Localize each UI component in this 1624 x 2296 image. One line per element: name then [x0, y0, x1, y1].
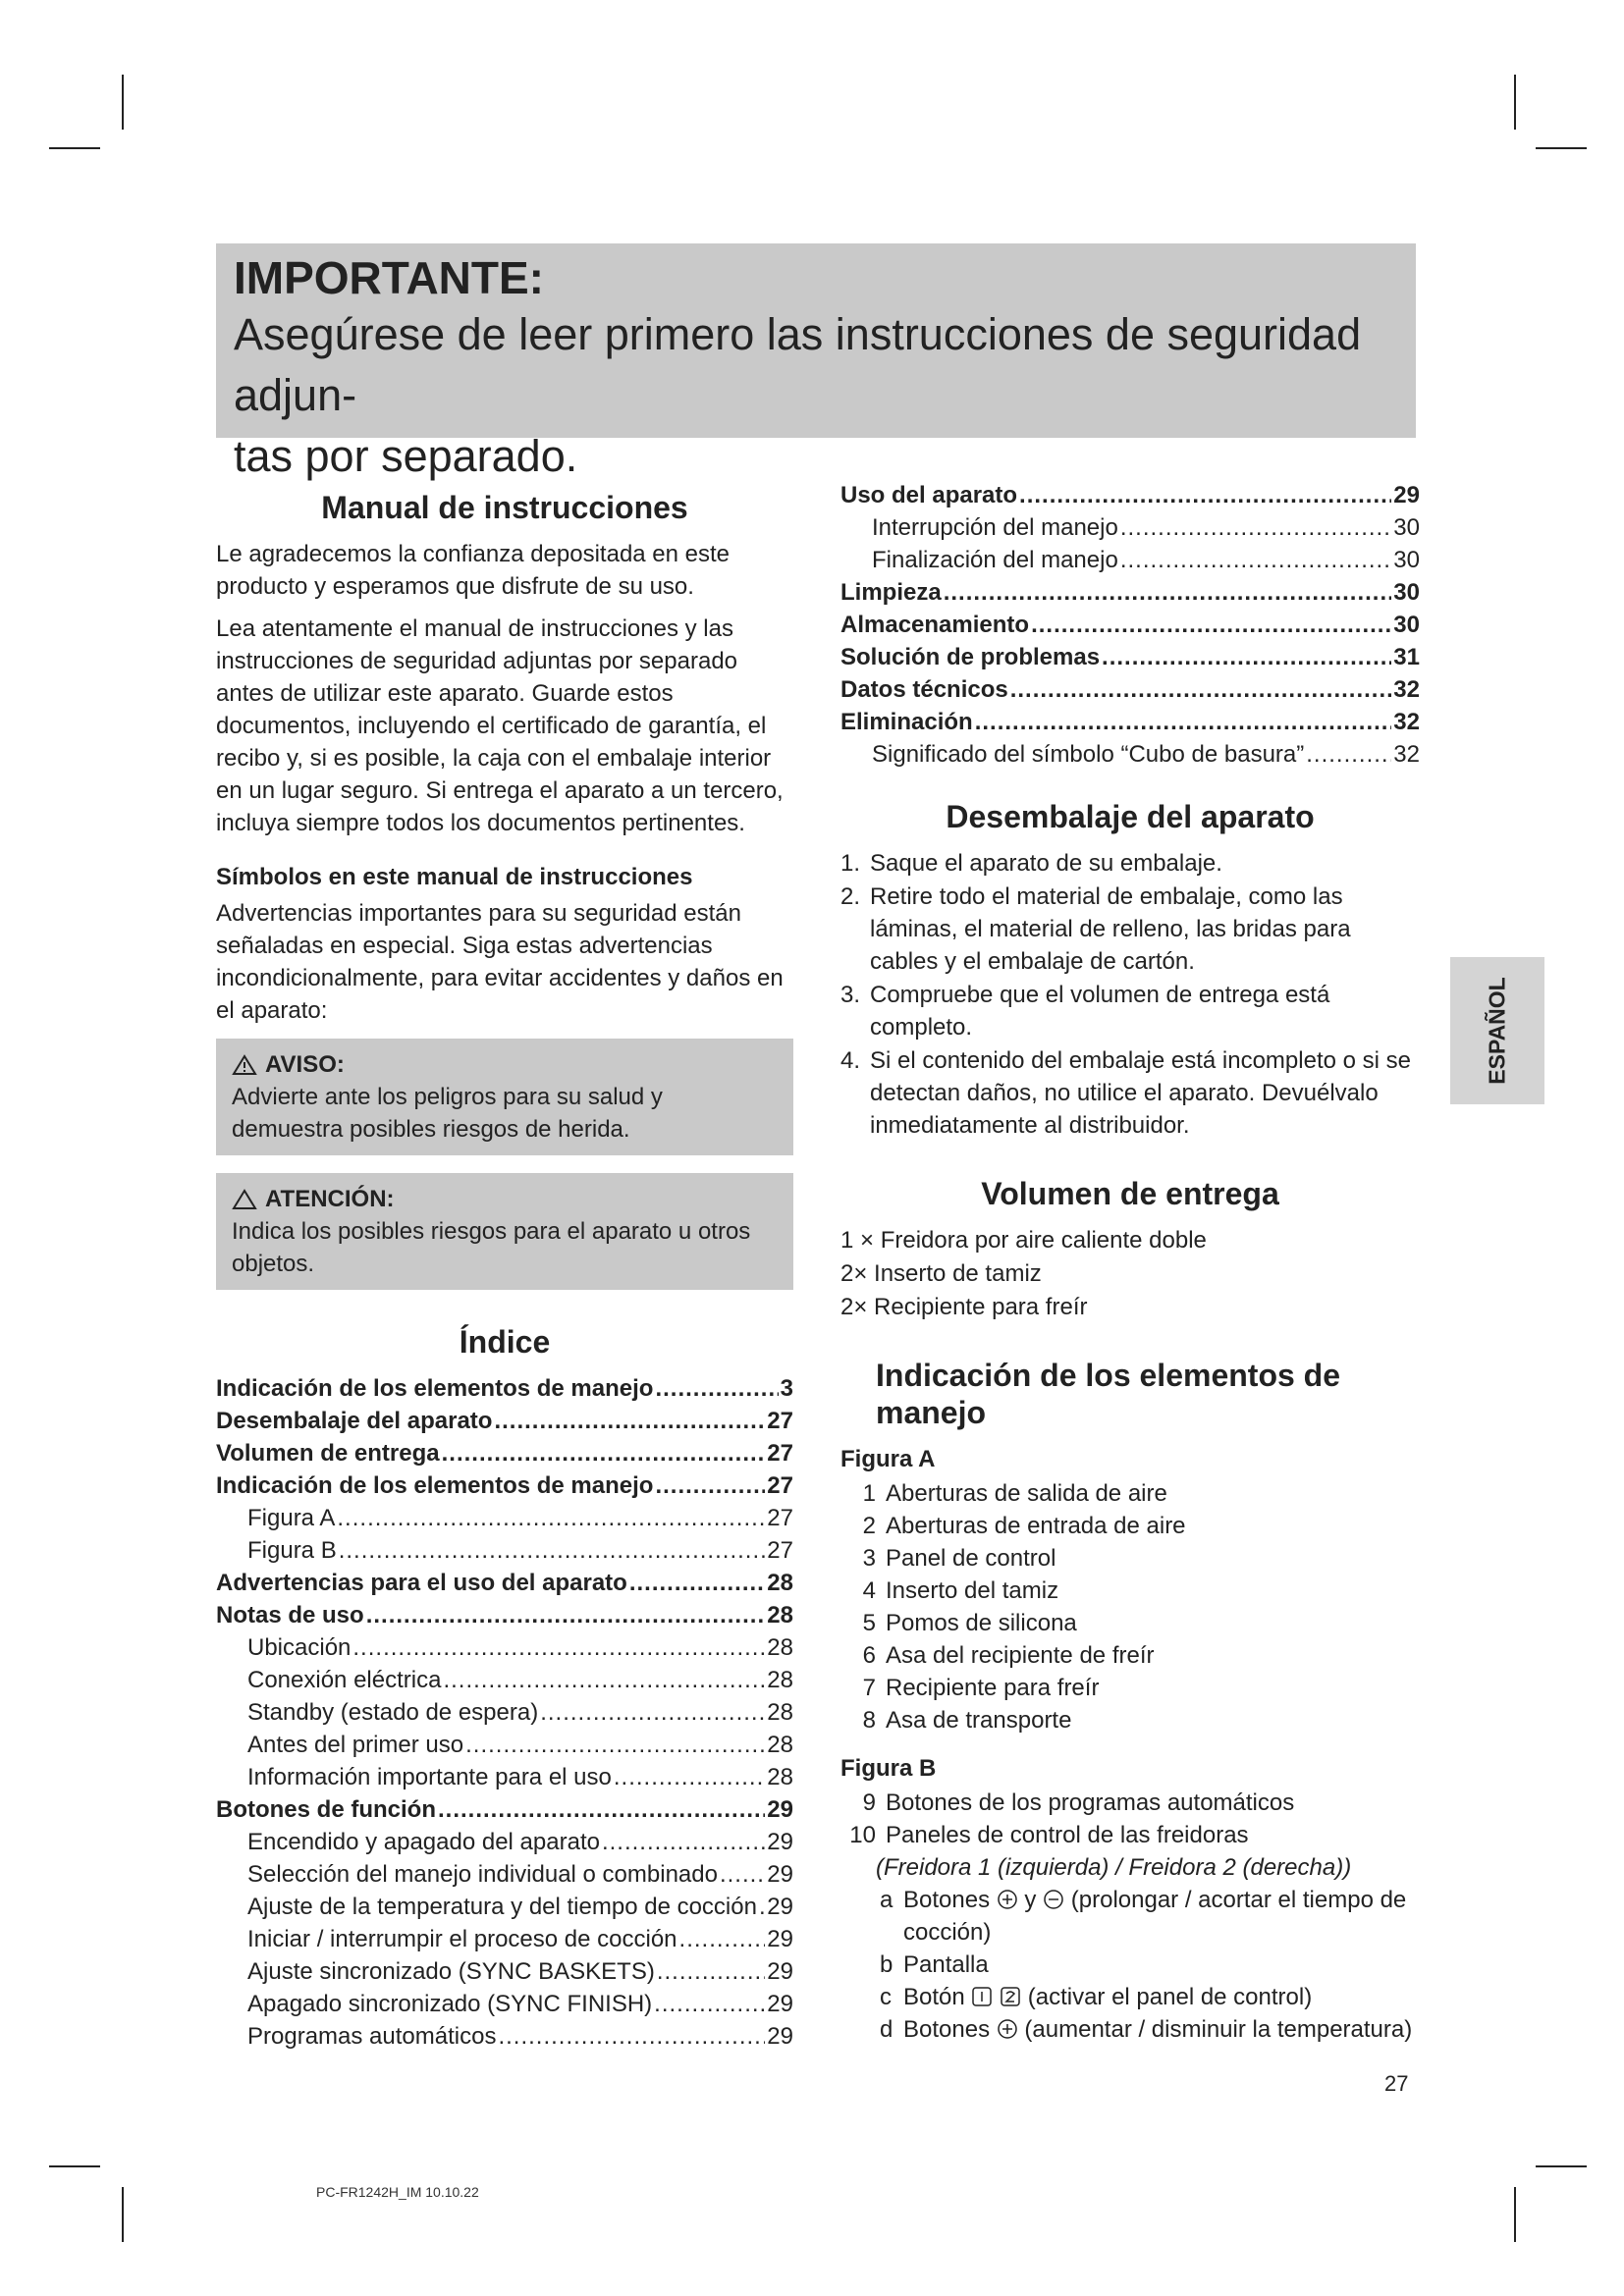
toc-entry-label: Advertencias para el uso del aparato — [216, 1570, 627, 1596]
toc-leader-dots — [655, 1469, 765, 1502]
toc-leader-dots — [1019, 479, 1391, 511]
figure-a-item — [840, 1607, 1420, 1639]
toc-entry — [216, 1405, 793, 1437]
crop-mark — [49, 2165, 100, 2167]
step-number: 3. — [840, 982, 861, 1008]
toc-leader-dots — [655, 1372, 778, 1405]
toc-entry-label: Uso del aparato — [840, 482, 1018, 508]
aviso-title: AVISO: — [265, 1051, 345, 1078]
toc-entry — [840, 576, 1420, 609]
step-text: Saque el aparato de su embalaje. — [870, 850, 1222, 877]
sub-a-label: Botones — [903, 1887, 991, 1913]
toc-leader-dots — [657, 1955, 765, 1988]
unpacking-step — [840, 881, 1420, 978]
plus-button-icon — [997, 1889, 1018, 1910]
figure-a-item-text: Pomos de silicona — [886, 1610, 1077, 1636]
toc-entry-page: 28 — [767, 1634, 793, 1661]
figure-a-item-text: Asa de transporte — [886, 1707, 1072, 1734]
toc-leader-dots — [1010, 673, 1392, 706]
right-column — [840, 479, 1420, 2046]
toc-leader-dots — [720, 1858, 765, 1891]
atencion-box — [216, 1173, 793, 1290]
toc-entry — [840, 609, 1420, 641]
table-of-contents-continued — [840, 479, 1420, 771]
toc-entry — [216, 1631, 793, 1664]
page-number: 27 — [1384, 2071, 1409, 2096]
toc-entry-label: Desembalaje del aparato — [216, 1408, 493, 1434]
toc-leader-dots — [679, 1923, 766, 1955]
toc-entry — [216, 1437, 793, 1469]
figure-b-item-10: Paneles de control de las freidoras — [886, 1822, 1249, 1848]
toc-entry-label: Interrupción del manejo — [872, 514, 1118, 541]
toc-entry — [216, 1567, 793, 1599]
aviso-box — [216, 1039, 793, 1155]
figure-a-item — [840, 1672, 1420, 1704]
toc-entry-page: 30 — [1393, 514, 1420, 541]
delivery-list — [840, 1224, 1420, 1323]
toc-entry — [840, 706, 1420, 738]
toc-entry-label: Volumen de entrega — [216, 1440, 440, 1467]
toc-entry-page: 29 — [767, 1861, 793, 1888]
table-of-contents — [216, 1372, 793, 2053]
toc-entry-label: Ubicación — [247, 1634, 352, 1661]
left-column — [216, 479, 793, 2053]
step-text: Si el contenido del embalaje está incompleto o si se detectan daños, no utilice el aparato. Devuélvalo inmediatamente al distribuidor. — [870, 1047, 1411, 1139]
index-heading: Índice — [459, 1324, 551, 1360]
crop-mark — [122, 2187, 124, 2242]
delivery-item: 1 × Freidora por aire caliente doble — [840, 1227, 1207, 1254]
toc-entry-page: 27 — [767, 1472, 793, 1499]
toc-leader-dots — [1120, 511, 1391, 544]
sub-a-conjunction: y — [1024, 1887, 1037, 1913]
toc-leader-dots — [602, 1826, 765, 1858]
important-banner — [216, 243, 1416, 481]
delivery-heading: Volumen de entrega — [981, 1176, 1279, 1211]
caution-triangle-icon — [232, 1189, 257, 1210]
toc-entry — [216, 1955, 793, 1988]
banner-line-1: Asegúrese de leer primero las instrucciones de seguridad adjun- — [234, 309, 1362, 420]
figure-b-list: 9 Botones de los programas automáticos 10 Paneles de control de las freidoras (Freidora 1 (izquierda) / Freidora 2 (derecha)) a Botones y (prolongar / acortar el tiempo de cocción) b Pantalla c Botón (activar el panel de control) d Botones (aumentar / disminuir la temperatura) — [840, 1787, 1420, 2046]
toc-leader-dots — [654, 1988, 765, 2020]
toc-entry-page: 27 — [767, 1505, 793, 1531]
step-text: Retire todo el material de embalaje, como las láminas, el material de relleno, las bridas para cables y el embalaje de cartón. — [870, 883, 1351, 975]
toc-entry-label: Ajuste sincronizado (SYNC BASKETS) — [247, 1958, 655, 1985]
toc-leader-dots — [465, 1729, 765, 1761]
toc-entry — [840, 544, 1420, 576]
toc-entry — [216, 1534, 793, 1567]
figure-b-heading: Figura B — [840, 1755, 937, 1782]
step-number: 1. — [840, 850, 861, 877]
figure-a-item-number: 3 — [862, 1545, 876, 1572]
delivery-item: 2× Inserto de tamiz — [840, 1260, 1042, 1287]
banner-line-2: tas por separado. — [234, 431, 578, 481]
figure-a-item — [840, 1575, 1420, 1607]
manual-intro: Le agradecemos la confianza depositada en este producto y esperamos que disfrute de su uso. — [216, 541, 731, 600]
figure-a-item-text: Aberturas de salida de aire — [886, 1480, 1167, 1507]
sub-c-description: (activar el panel de control) — [1027, 1984, 1313, 2010]
toc-entry-page: 29 — [767, 1796, 793, 1823]
figure-a-item-number: 2 — [862, 1513, 876, 1539]
aviso-text: Advierte ante los peligros para su salud y demuestra posibles riesgos de herida. — [232, 1084, 663, 1143]
toc-entry-page: 32 — [1393, 676, 1420, 703]
toc-leader-dots — [614, 1761, 765, 1793]
figure-a-list — [840, 1477, 1420, 1736]
language-tab — [1450, 957, 1544, 1104]
symbols-text: Advertencias importantes para su seguridad están señaladas en especial. Siga estas advertencias incondicionalmente, para evitar accidentes y daños en el aparato: — [216, 900, 784, 1024]
toc-entry-label: Figura A — [247, 1505, 336, 1531]
basket-2-button-icon — [1000, 1986, 1021, 2007]
warning-triangle-icon — [232, 1054, 257, 1076]
toc-entry-label: Botones de función — [216, 1796, 436, 1823]
toc-entry — [216, 1729, 793, 1761]
toc-entry — [216, 1502, 793, 1534]
toc-leader-dots — [1102, 641, 1391, 673]
banner-title: IMPORTANTE: — [234, 252, 545, 303]
toc-entry-page: 3 — [780, 1375, 793, 1402]
toc-entry — [216, 1923, 793, 1955]
figure-a-item — [840, 1704, 1420, 1736]
toc-entry-label: Indicación de los elementos de manejo — [216, 1472, 654, 1499]
toc-leader-dots — [442, 1437, 766, 1469]
toc-leader-dots — [339, 1534, 766, 1567]
toc-entry-label: Standby (estado de espera) — [247, 1699, 539, 1726]
toc-entry-label: Información importante para el uso — [247, 1764, 612, 1790]
toc-leader-dots — [1120, 544, 1391, 576]
toc-entry — [840, 738, 1420, 771]
toc-leader-dots — [1306, 738, 1391, 771]
toc-entry-page: 31 — [1393, 644, 1420, 670]
toc-entry — [216, 1664, 793, 1696]
figure-b-sub-d: d Botones (aumentar / disminuir la temperatura) — [880, 2016, 1413, 2043]
delivery-item: 2× Recipiente para freír — [840, 1294, 1088, 1320]
crop-mark — [1514, 2187, 1516, 2242]
toc-entry — [840, 479, 1420, 511]
manual-paragraph: Lea atentamente el manual de instrucciones y las instrucciones de seguridad adjuntas por separado antes de utilizar este aparato. Guarde estos documentos, incluyendo el certificado de garantía, el recibo y, si es posible, la caja con el embalaje interior en un lugar seguro. Si entrega el aparato a un tercero, incluya siempre todos los documentos pertinentes. — [216, 615, 784, 836]
document-code: PC-FR1242H_IM 10.10.22 — [316, 2184, 479, 2200]
toc-entry — [216, 1469, 793, 1502]
crop-mark — [122, 75, 124, 130]
unpacking-step — [840, 979, 1420, 1043]
toc-leader-dots — [540, 1696, 765, 1729]
toc-entry — [216, 1372, 793, 1405]
unpacking-step — [840, 847, 1420, 880]
sub-a-description: (prolongar / acortar el tiempo de cocción) — [903, 1887, 1407, 1946]
toc-leader-dots — [494, 1405, 765, 1437]
toc-leader-dots — [759, 1891, 765, 1923]
toc-entry-label: Finalización del manejo — [872, 547, 1118, 573]
language-tab-label: ESPAÑOL — [1484, 977, 1510, 1085]
toc-entry-label: Antes del primer uso — [247, 1732, 464, 1758]
toc-entry-page: 29 — [767, 1958, 793, 1985]
controls-heading: Indicación de los elementos de manejo — [876, 1358, 1341, 1430]
toc-entry-page: 27 — [767, 1537, 793, 1564]
toc-entry-label: Ajuste de la temperatura y del tiempo de cocción — [247, 1894, 757, 1920]
toc-entry — [216, 1761, 793, 1793]
toc-entry-page: 29 — [767, 1926, 793, 1952]
toc-entry-label: Apagado sincronizado (SYNC FINISH) — [247, 1991, 653, 2017]
unpacking-heading: Desembalaje del aparato — [946, 799, 1315, 834]
toc-entry-page: 32 — [1393, 741, 1420, 768]
figure-a-item-number: 1 — [862, 1480, 876, 1507]
toc-entry — [216, 1891, 793, 1923]
symbols-heading: Símbolos en este manual de instrucciones — [216, 864, 693, 890]
toc-leader-dots — [337, 1502, 765, 1534]
unpacking-step — [840, 1044, 1420, 1142]
atencion-title: ATENCIÓN: — [265, 1186, 395, 1212]
toc-entry — [840, 673, 1420, 706]
toc-entry-page: 30 — [1393, 579, 1420, 606]
toc-entry-label: Notas de uso — [216, 1602, 364, 1629]
toc-entry-page: 29 — [767, 1991, 793, 2017]
toc-entry — [840, 641, 1420, 673]
figure-a-item-number: 8 — [862, 1707, 876, 1734]
toc-entry — [216, 1599, 793, 1631]
toc-entry — [216, 1826, 793, 1858]
toc-entry-page: 28 — [767, 1570, 793, 1596]
toc-entry-page: 30 — [1393, 612, 1420, 638]
toc-leader-dots — [1031, 609, 1391, 641]
toc-entry-label: Eliminación — [840, 709, 973, 735]
toc-leader-dots — [438, 1793, 765, 1826]
toc-entry-label: Conexión eléctrica — [247, 1667, 442, 1693]
temperature-plus-minus-icon — [997, 2018, 1018, 2040]
unpacking-steps — [840, 847, 1420, 1142]
figure-a-item-text: Asa del recipiente de freír — [886, 1642, 1155, 1669]
toc-leader-dots — [352, 1631, 765, 1664]
toc-entry-page: 28 — [767, 1764, 793, 1790]
toc-entry-page: 28 — [767, 1699, 793, 1726]
toc-entry-label: Limpieza — [840, 579, 942, 606]
toc-leader-dots — [629, 1567, 765, 1599]
basket-1-button-icon — [971, 1986, 993, 2007]
manual-heading: Manual de instrucciones — [321, 490, 688, 525]
figure-a-item-text: Recipiente para freír — [886, 1675, 1100, 1701]
figure-a-item-number: 4 — [862, 1577, 876, 1604]
figure-a-item-number: 6 — [862, 1642, 876, 1669]
figure-a-item-text: Inserto del tamiz — [886, 1577, 1059, 1604]
toc-entry-page: 29 — [1393, 482, 1420, 508]
step-text: Compruebe que el volumen de entrega está completo. — [870, 982, 1330, 1041]
figure-a-heading: Figura A — [840, 1446, 936, 1472]
figure-b-sub-b: b Pantalla — [840, 1949, 1420, 1981]
toc-entry-page: 29 — [767, 1894, 793, 1920]
crop-mark — [1514, 75, 1516, 130]
crop-mark — [1536, 147, 1587, 149]
step-number: 2. — [840, 883, 861, 910]
figure-a-item-number: 5 — [862, 1610, 876, 1636]
figure-a-item-number: 7 — [862, 1675, 876, 1701]
toc-entry — [216, 1858, 793, 1891]
toc-entry-label: Figura B — [247, 1537, 337, 1564]
toc-entry — [216, 1988, 793, 2020]
figure-a-item — [840, 1510, 1420, 1542]
figure-b-item-9: Botones de los programas automáticos — [886, 1789, 1295, 1816]
toc-entry-page: 32 — [1393, 709, 1420, 735]
toc-entry-label: Indicación de los elementos de manejo — [216, 1375, 654, 1402]
figure-a-item — [840, 1542, 1420, 1575]
toc-leader-dots — [975, 706, 1392, 738]
sub-b-label: Pantalla — [903, 1951, 989, 1978]
toc-leader-dots — [498, 2020, 765, 2053]
toc-entry — [216, 1696, 793, 1729]
toc-entry-label: Significado del símbolo “Cubo de basura” — [872, 741, 1305, 768]
toc-entry-page: 27 — [767, 1408, 793, 1434]
toc-entry-page: 29 — [767, 1829, 793, 1855]
step-number: 4. — [840, 1047, 861, 1074]
toc-entry-page: 28 — [767, 1732, 793, 1758]
toc-entry-label: Programas automáticos — [247, 2023, 497, 2050]
sub-d-description: (aumentar / disminuir la temperatura) — [1024, 2016, 1413, 2043]
toc-leader-dots — [443, 1664, 765, 1696]
toc-entry-label: Selección del manejo individual o combinado — [247, 1861, 718, 1888]
toc-entry-label: Almacenamiento — [840, 612, 1030, 638]
crop-mark — [1536, 2165, 1587, 2167]
toc-entry-page: 28 — [767, 1667, 793, 1693]
minus-button-icon — [1043, 1889, 1064, 1910]
toc-entry-label: Solución de problemas — [840, 644, 1101, 670]
sub-d-label: Botones — [903, 2016, 991, 2043]
crop-mark — [49, 147, 100, 149]
toc-entry-page: 29 — [767, 2023, 793, 2050]
toc-entry — [840, 511, 1420, 544]
toc-entry-label: Iniciar / interrumpir el proceso de cocción — [247, 1926, 677, 1952]
figure-a-item-text: Panel de control — [886, 1545, 1056, 1572]
figure-a-item-text: Aberturas de entrada de aire — [886, 1513, 1186, 1539]
toc-entry-page: 27 — [767, 1440, 793, 1467]
figure-b-note: (Freidora 1 (izquierda) / Freidora 2 (derecha)) — [876, 1854, 1352, 1881]
toc-entry-page: 30 — [1393, 547, 1420, 573]
toc-entry — [216, 1793, 793, 1826]
figure-a-item — [840, 1639, 1420, 1672]
figure-b-sub-a: a Botones y (prolongar / acortar el tiempo de cocción) — [880, 1887, 1407, 1946]
toc-entry — [216, 2020, 793, 2053]
toc-entry-label: Encendido y apagado del aparato — [247, 1829, 600, 1855]
figure-a-item — [840, 1477, 1420, 1510]
figure-b-sub-c: c Botón (activar el panel de control) — [880, 1984, 1313, 2010]
sub-c-label: Botón — [903, 1984, 965, 2010]
toc-leader-dots — [944, 576, 1392, 609]
atencion-text: Indica los posibles riesgos para el aparato u otros objetos. — [232, 1218, 751, 1277]
toc-entry-page: 28 — [767, 1602, 793, 1629]
toc-entry-label: Datos técnicos — [840, 676, 1008, 703]
toc-leader-dots — [366, 1599, 766, 1631]
